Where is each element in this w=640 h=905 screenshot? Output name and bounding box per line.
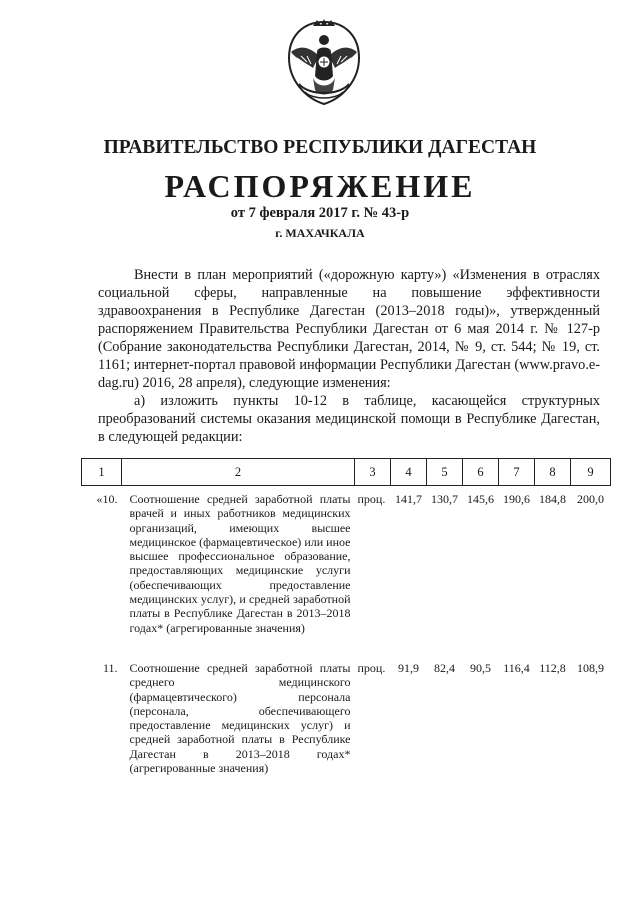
row-unit: проц. — [357, 492, 386, 506]
table-header-cell: 3 — [355, 459, 391, 486]
row-number: «10. — [96, 492, 118, 506]
row-value: 130,7 — [431, 492, 458, 506]
table-header-cell: 6 — [463, 459, 499, 486]
row-value: 145,6 — [467, 492, 494, 506]
table-header-cell: 2 — [122, 459, 355, 486]
document-city: г. МАХАЧКАЛА — [275, 226, 365, 240]
row-value: 116,4 — [503, 660, 530, 675]
row-unit: проц. — [357, 660, 386, 675]
document-type-title: РАСПОРЯЖЕНИЕ — [164, 168, 476, 204]
row-value: 108,9 — [577, 660, 604, 675]
row-indicator-text: Соотношение средней заработной платы врачей и иных работников медицинских организаций, имеющих высшее медицинское (фармацевтическое) или иное высшее профессиональное образование, предоставляющих медицинские услуги (обеспечивающих предоставление медицинских услуг), и средней заработной платы в Республике Дагестан в 2013–2018 годах* (агрегированные значения) — [129, 492, 351, 635]
table-row — [82, 635, 611, 775]
row-value: 112,8 — [539, 660, 566, 675]
table-header-cell: 7 — [499, 459, 535, 486]
coat-of-arms-icon — [283, 18, 365, 108]
row-value: 184,8 — [539, 492, 566, 506]
row-value: 141,7 — [395, 492, 422, 506]
row-indicator-text: Соотношение средней заработной платы среднего медицинского (фармацевтического) персонала (персонала, обеспечивающего предоставление медицинских услуг) и средней заработной платы в Республике Дагестан в 2013–2018 годах* (агрегированные значения) — [129, 660, 351, 776]
body-paragraph-1: Внести в план мероприятий («дорожную карту») «Изменения в отраслях социальной сферы, направленные на повышение эффективности здравоохранения в Республике Дагестан (2013–2018 годы)», утвержденный распоряжением Правительства Республики Дагестан от 6 мая 2014 г. № 127-р (Собрание законодательства Республики Дагестан, 2014, № 9, ст. 544; № 19, ст. 1161; интернет-портал правовой информации Республики Дагестан (www.pravo.e-dag.ru) 2016, 28 апреля), следующие изменения: — [98, 267, 600, 391]
table-header-row — [82, 459, 611, 486]
row-value: 190,6 — [503, 492, 530, 506]
body-paragraph-2: а) изложить пункты 10-12 в таблице, касающейся структурных преобразований системы оказания медицинской помощи в Республике Дагестан, в следующей редакции: — [98, 393, 600, 445]
table-row — [82, 486, 611, 635]
government-title: ПРАВИТЕЛЬСТВО РЕСПУБЛИКИ ДАГЕСТАН — [103, 137, 537, 158]
table-header-cell: 8 — [535, 459, 571, 486]
indicators-table — [81, 458, 611, 775]
row-value: 90,5 — [470, 660, 491, 675]
table-header-cell: 1 — [82, 459, 122, 486]
table-header-cell: 4 — [391, 459, 427, 486]
document-date-number: от 7 февраля 2017 г. № 43-р — [230, 205, 410, 221]
row-number: 11. — [102, 660, 118, 675]
row-value: 200,0 — [577, 492, 604, 506]
row-value: 91,9 — [398, 660, 419, 675]
row-value: 82,4 — [434, 660, 455, 675]
table-header-cell: 5 — [427, 459, 463, 486]
table-header-cell: 9 — [571, 459, 611, 486]
